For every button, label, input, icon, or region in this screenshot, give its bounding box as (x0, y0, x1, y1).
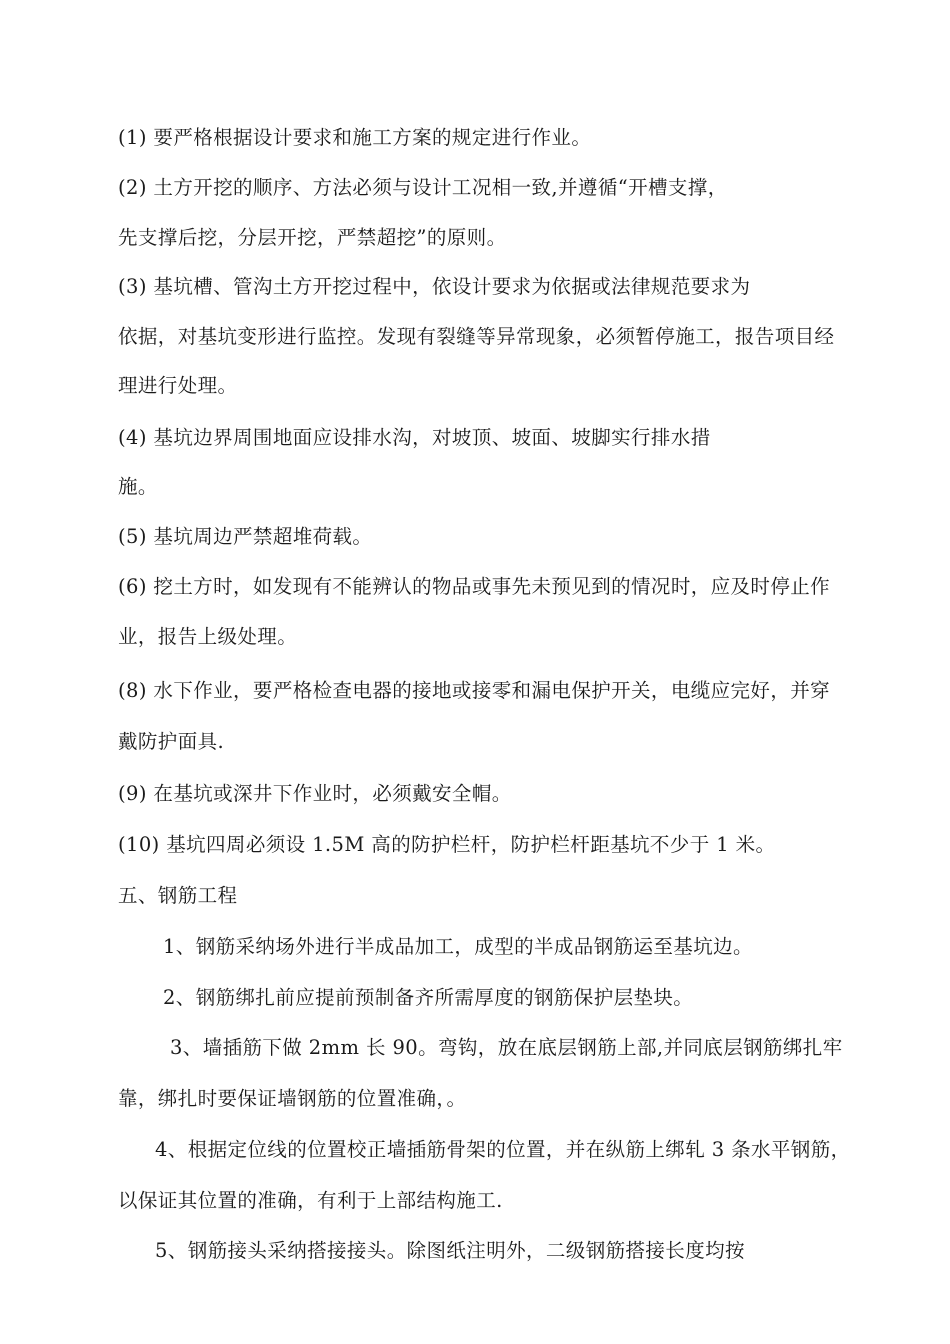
text-line: 1、钢筋采纳场外进行半成品加工，成型的半成品钢筋运至基坑边。 (163, 935, 753, 958)
text-line: 5、钢筋接头采纳搭接接头。除图纸注明外，二级钢筋搭接长度均按 (155, 1239, 745, 1262)
text-line: (4) 基坑边界周围地面应设排水沟，对坡顶、坡面、坡脚实行排水措 (118, 426, 711, 449)
text-line: 戴防护面具. (118, 730, 225, 753)
text-line: (5) 基坑周边严禁超堆荷载。 (118, 525, 373, 548)
text-line: 2、钢筋绑扎前应提前预制备齐所需厚度的钢筋保护层垫块。 (163, 986, 694, 1009)
text-line: 业，报告上级处理。 (118, 625, 298, 648)
text-line: (9) 在基坑或深井下作业时，必须戴安全帽。 (118, 782, 512, 805)
text-line: 以保证其位置的准确，有利于上部结构施工. (118, 1189, 503, 1212)
text-line: (3) 基坑槽、管沟土方开挖过程中，依设计要求为依据或法律规范要求为 (118, 275, 751, 298)
text-line: 3、墙插筋下做 2mm 长 90。弯钩，放在底层钢筋上部,并同底层钢筋绑扎牢 (170, 1036, 843, 1059)
text-line: (6) 挖土方时，如发现有不能辨认的物品或事先未预见到的情况时，应及时停止作 (118, 575, 831, 598)
text-line: 依据，对基坑变形进行监控。发现有裂缝等异常现象，必须暂停施工，报告项目经 (118, 325, 835, 348)
text-line: 4、根据定位线的位置校正墙插筋骨架的位置，并在纵筋上绑轧 3 条水平钢筋， (155, 1138, 851, 1161)
text-line: 先支撑后挖，分层开挖，严禁超挖”的原则。 (118, 226, 507, 249)
text-line: (1) 要严格根据设计要求和施工方案的规定进行作业。 (118, 126, 592, 149)
text-line: (2) 土方开挖的顺序、方法必须与设计工况相一致,并遵循“开槽支撑， (118, 176, 728, 199)
section-heading: 五、钢筋工程 (118, 884, 238, 907)
text-line: 理进行处理。 (118, 374, 238, 397)
text-line: (8) 水下作业，要严格检查电器的接地或接零和漏电保护开关，电缆应完好，并穿 (118, 679, 831, 702)
text-line: 靠，绑扎时要保证墙钢筋的位置准确，。 (118, 1087, 467, 1110)
text-line: 施。 (118, 475, 158, 498)
text-line: (10) 基坑四周必须设 1.5M 高的防护栏杆，防护栏杆距基坑不少于 1 米。 (118, 833, 776, 856)
